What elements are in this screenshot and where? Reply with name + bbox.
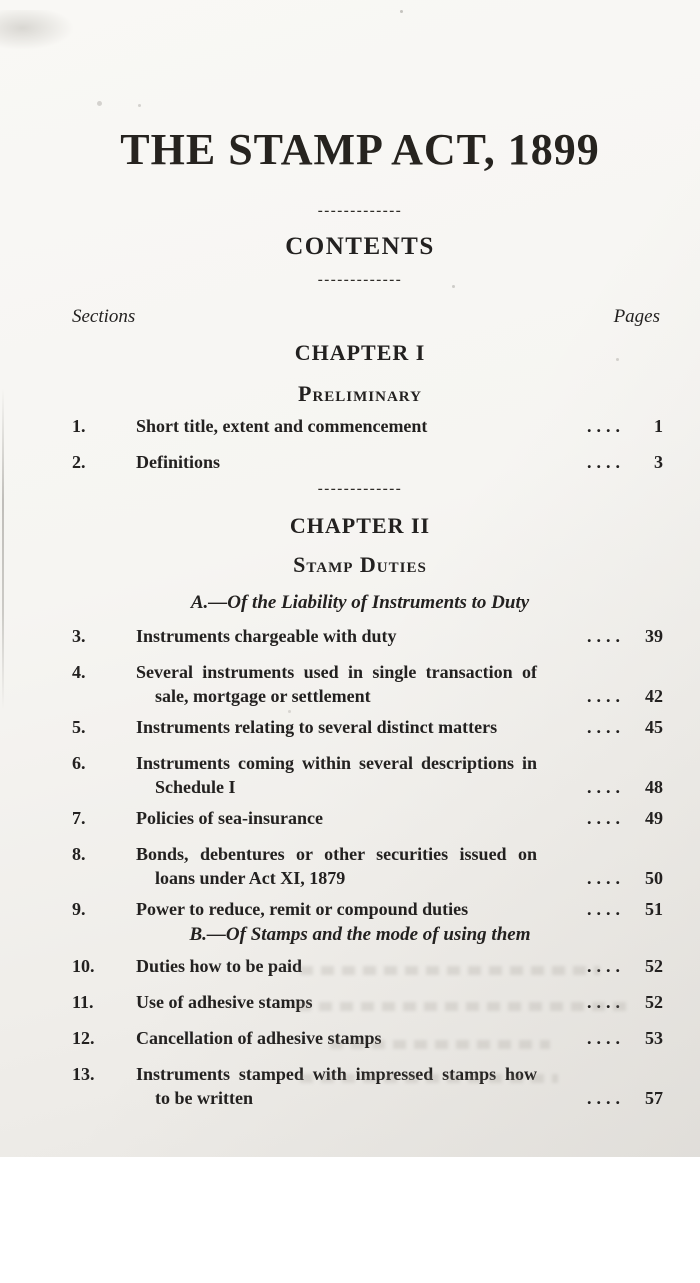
chapter-1-heading: CHAPTER I: [294, 340, 426, 365]
page-edge-shadow: [2, 388, 4, 710]
page-content: [0, 126, 700, 1283]
entry-page-number: 42: [645, 686, 663, 706]
bleed-through-smudge: [298, 1002, 628, 1011]
leader-dots: ....: [587, 1088, 625, 1108]
entry-page-number: 57: [645, 1088, 663, 1108]
chapter-1-subheading: Preliminary: [298, 381, 422, 406]
part-a-entries: [20, 624, 700, 921]
toc-entry: [20, 806, 700, 830]
entry-text: Instruments stamped with impressed stamps how to be written: [136, 1064, 537, 1108]
entry-number: 11.: [72, 992, 94, 1012]
entry-number: 5.: [72, 717, 86, 737]
chapter-2-heading: CHAPTER II: [289, 513, 431, 538]
entry-page-number: 52: [645, 956, 663, 976]
leader-dots: ....: [587, 416, 625, 436]
leader-dots: ....: [587, 956, 625, 976]
entry-number: 9.: [72, 899, 86, 919]
sections-column-label: Sections: [72, 306, 136, 327]
entry-page-number: 3: [654, 452, 663, 472]
column-labels: [20, 306, 700, 328]
entry-text: Policies of sea-insurance: [136, 808, 323, 828]
entry-text: Instruments chargeable with duty: [136, 626, 397, 646]
entry-text: Duties how to be paid: [136, 956, 303, 976]
entry-text: Power to reduce, remit or compound duties: [136, 899, 469, 919]
toc-entry: [20, 624, 700, 648]
entry-page-number: 52: [645, 992, 663, 1012]
toc-entry: [20, 897, 700, 921]
entry-text: Several instruments used in single transaction of sale, mortgage or settlement: [136, 662, 537, 706]
entry-number: 7.: [72, 808, 86, 828]
leader-dots: ....: [587, 777, 625, 797]
entry-page-number: 45: [645, 717, 663, 737]
leader-dots: ....: [587, 1028, 625, 1048]
separator-rule: -------------: [317, 481, 403, 497]
entry-page-number: 39: [645, 626, 663, 646]
entry-text: Bonds, debentures or other securities issued on loans under Act XI, 1879: [136, 844, 537, 888]
entry-text: Short title, extent and commencement: [136, 416, 428, 436]
corner-smudge: [0, 10, 74, 50]
entry-text: Instruments relating to several distinct matters: [136, 717, 498, 737]
chapter-2-subheading: Stamp Duties: [293, 552, 427, 577]
entry-page-number: 1: [654, 416, 663, 436]
leader-dots: ....: [587, 626, 625, 646]
entry-page-number: 48: [645, 777, 663, 797]
entry-number: 1.: [72, 416, 86, 436]
bleed-through-smudge: [330, 1040, 550, 1049]
bleed-through-smudge: [300, 966, 600, 975]
entry-number: 6.: [72, 753, 86, 773]
entry-text: Cancellation of adhesive stamps: [136, 1028, 382, 1048]
toc-entry: [20, 450, 700, 474]
entry-number: 2.: [72, 452, 86, 472]
entry-page-number: 53: [645, 1028, 663, 1048]
page-title: THE STAMP ACT, 1899: [120, 125, 600, 174]
entry-text: Use of adhesive stamps: [136, 992, 313, 1012]
bleed-through-smudge: [300, 1074, 558, 1083]
separator-rule: -------------: [317, 272, 403, 288]
contents-heading: CONTENTS: [285, 233, 435, 260]
pages-column-label: Pages: [613, 306, 660, 327]
entry-text: Definitions: [136, 452, 221, 472]
entry-page-number: 51: [645, 899, 663, 919]
toc-entry: [20, 842, 700, 890]
toc-entry: [20, 715, 700, 739]
toc-entry: [20, 1062, 700, 1110]
part-a-heading: A.—Of the Liability of Instruments to Duty: [190, 592, 530, 613]
entry-page-number: 49: [645, 808, 663, 828]
leader-dots: ....: [587, 686, 625, 706]
entry-number: 13.: [72, 1064, 95, 1084]
toc-entry: [20, 660, 700, 708]
part-b-entries: [20, 954, 700, 1110]
leader-dots: ....: [587, 992, 625, 1012]
entry-text: Instruments coming within several descriptions in Schedule I: [136, 753, 537, 797]
entry-number: 3.: [72, 626, 86, 646]
entry-number: 8.: [72, 844, 86, 864]
separator-rule: -------------: [317, 203, 403, 219]
scan-specks: [400, 10, 403, 13]
leader-dots: ....: [587, 899, 625, 919]
leader-dots: ....: [587, 717, 625, 737]
part-b-heading: B.—Of Stamps and the mode of using them: [189, 924, 531, 945]
entry-number: 12.: [72, 1028, 95, 1048]
entry-page-number: 50: [645, 868, 663, 888]
toc-entry: [20, 751, 700, 799]
toc-entry: [20, 414, 700, 438]
entry-number: 4.: [72, 662, 86, 682]
entry-number: 10.: [72, 956, 95, 976]
leader-dots: ....: [587, 452, 625, 472]
leader-dots: ....: [587, 868, 625, 888]
leader-dots: ....: [587, 808, 625, 828]
chapter-1-entries: [20, 414, 700, 474]
